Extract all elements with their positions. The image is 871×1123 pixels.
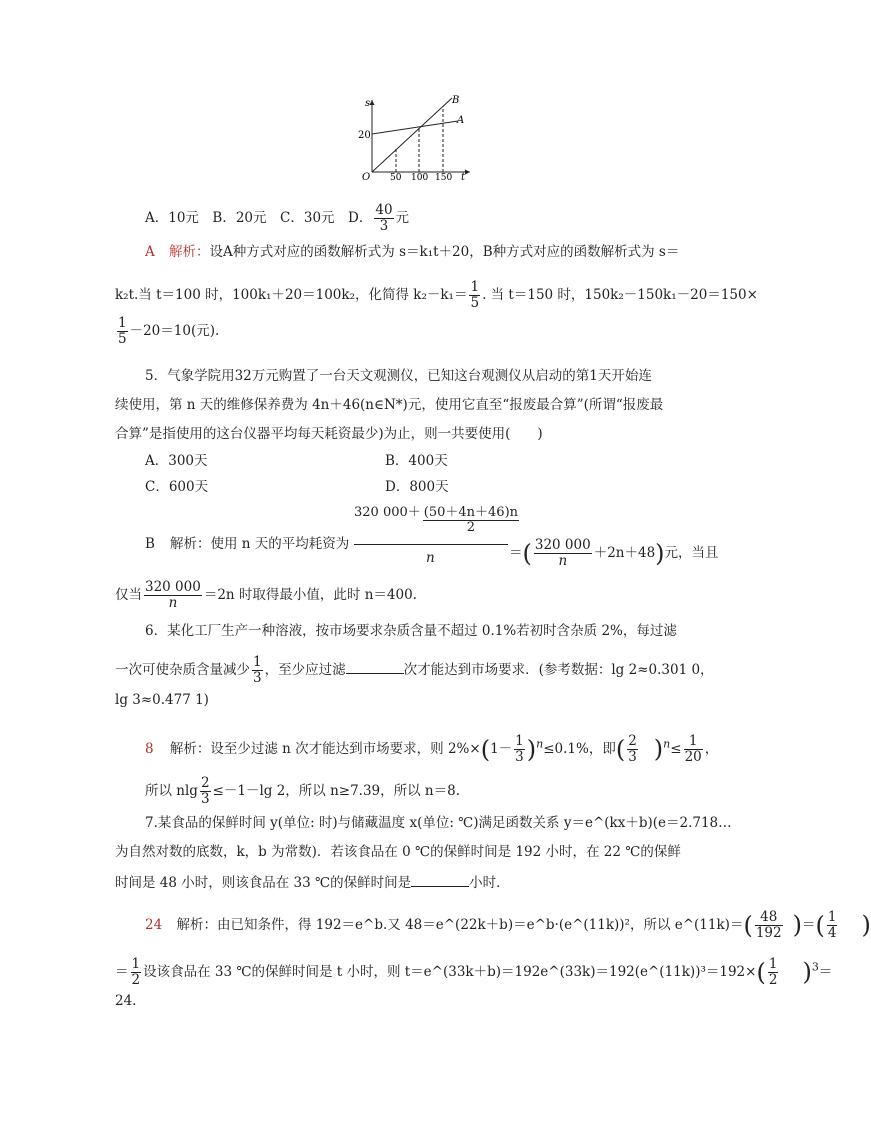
answer-blank xyxy=(346,661,404,674)
fraction-bar xyxy=(354,544,508,545)
x-tick-label: 100 xyxy=(411,173,429,183)
function-graph xyxy=(355,92,475,182)
y-axis-label: s xyxy=(365,98,371,109)
q6-analysis-line: 所以 nlg $\frac{2}{3}$ ≤－1－lg 2，所以 n≥7.39，所以 n＝8. xyxy=(145,775,461,807)
answer-blank xyxy=(411,874,469,887)
q7-analysis-line: 24. xyxy=(115,993,137,1009)
q7-stem: 为自然对数的底数，k，b 为常数)．若该食品在 0 ℃的保鲜时间是 192 小时，在 22 ℃的保鲜 xyxy=(115,844,681,860)
q5-analysis: 解析：使用 n 天的平均耗资为 xyxy=(170,536,350,552)
q7-stem: 时间是 48 小时，则该食品在 33 ℃的保鲜时间是 小时． xyxy=(115,875,510,891)
q7-analysis-line: ＝ $\frac{1}{2}$ 设该食品在 33 ℃的保鲜时间是 t 小时，则 t＝e^(33k＋b)＝192e^(33k)＝192(e^(11k))³＝192×( $\frac{1}{2}$ )$^3$＝ xyxy=(115,956,833,988)
q6-stem: lg 3≈0.477 1) xyxy=(115,692,209,708)
answer-label: A xyxy=(145,244,155,260)
q6-analysis-line: 8 解析：设至少过滤 n 次才能达到市场要求，则 2%×(1－ $\frac{1}{3}$ )$^n$≤0.1%，即( $\frac{2}{3}$ )$^n$≤ $\frac{1}{20}$ ， xyxy=(145,733,719,765)
answer-label: 8 xyxy=(145,740,154,757)
q5-paren-expr: ＝( $\frac{320 000}{n}$ ＋2n＋48)元，当且 xyxy=(509,537,719,569)
y-tick-label: 20 xyxy=(358,130,371,141)
line-a-label: A xyxy=(457,115,465,126)
line-b-label: B xyxy=(452,95,460,106)
x-tick-label: 50 xyxy=(390,173,402,183)
analysis-label: 解析： xyxy=(169,244,210,260)
x-tick-label: 150 xyxy=(435,173,453,183)
q5-answer: B xyxy=(145,536,155,552)
q5-stem: 5．气象学院用32万元购置了一台天文观测仪，已知这台观测仪从启动的第1天开始连 xyxy=(145,368,652,384)
x-axis-label: t xyxy=(461,172,466,183)
q6-stem: 6．某化工厂生产一种溶液，按市场要求杂质含量不超过 0.1%若初时含杂质 2%，每过滤 xyxy=(145,623,677,639)
q5-big-denominator: n xyxy=(426,550,435,566)
q5-option-a: A．300天 xyxy=(145,453,208,469)
q5-option-d: D．800天 xyxy=(385,479,449,495)
q4-analysis-line: A 解析：设A种方式对应的函数解析式为 s＝k₁t＋20，B种方式对应的函数解析式为 s＝ xyxy=(145,244,680,260)
q7-analysis-line: 24 解析：由已知条件，得 192＝e^b.又 48＝e^(22k＋b)＝e^b·(e^(11k))²，所以 e^(11k)＝( $\frac{48}{192}$ )＝( $\frac{1}{4}$ ) xyxy=(145,909,871,941)
q4-analysis-line: k₂t.当 t＝100 时，100k₁＋20＝100k₂，化简得 k₂－k₁＝ $\frac{1}{5}$ . 当 t＝150 时，150k₂－150k₁－20＝150× xyxy=(115,279,758,311)
answer-label: 24 xyxy=(145,916,163,933)
q7-stem: 7.某食品的保鲜时间 y(单位: 时)与储藏温度 x(单位: ℃)满足函数关系 y＝e^(kx＋b)(e＝2.718… xyxy=(145,815,732,831)
q4-analysis-line: $\frac{1}{5}$ －20＝10(元). xyxy=(118,315,220,347)
origin-label: O xyxy=(362,172,371,183)
line-b xyxy=(372,98,452,172)
q4-options: A．10元 B．20元 C．30元 D． $\frac{40}{3}$ 元 xyxy=(145,202,410,234)
fraction: $\frac{40}{3}$ xyxy=(375,202,393,234)
q5-option-c: C．600天 xyxy=(145,479,209,495)
q6-stem: 一次可使杂质含量减少 $\frac{1}{3}$ ，至少应过滤 次才能达到市场要求．(参考数据：lg 2≈0.301 0， xyxy=(115,654,714,686)
q5-stem: 合算”是指使用的这台仪器平均每天耗资最少)为止，则一共要使用( ) xyxy=(115,426,543,442)
q5-stem: 续使用，第 n 天的维修保养费为 4n＋46(n∈N*)元，使用它直至“报废最合算”(所谓“报废最 xyxy=(115,397,664,413)
q5-big-numerator: 320 000＋ $\frac{(50+4n+46)n}{2}$ xyxy=(354,505,519,536)
q5-option-b: B．400天 xyxy=(385,453,448,469)
q5-analysis-line: 仅当 $\frac{320 000}{n}$ ＝2n 时取得最小值，此时 n＝400. xyxy=(115,579,417,611)
